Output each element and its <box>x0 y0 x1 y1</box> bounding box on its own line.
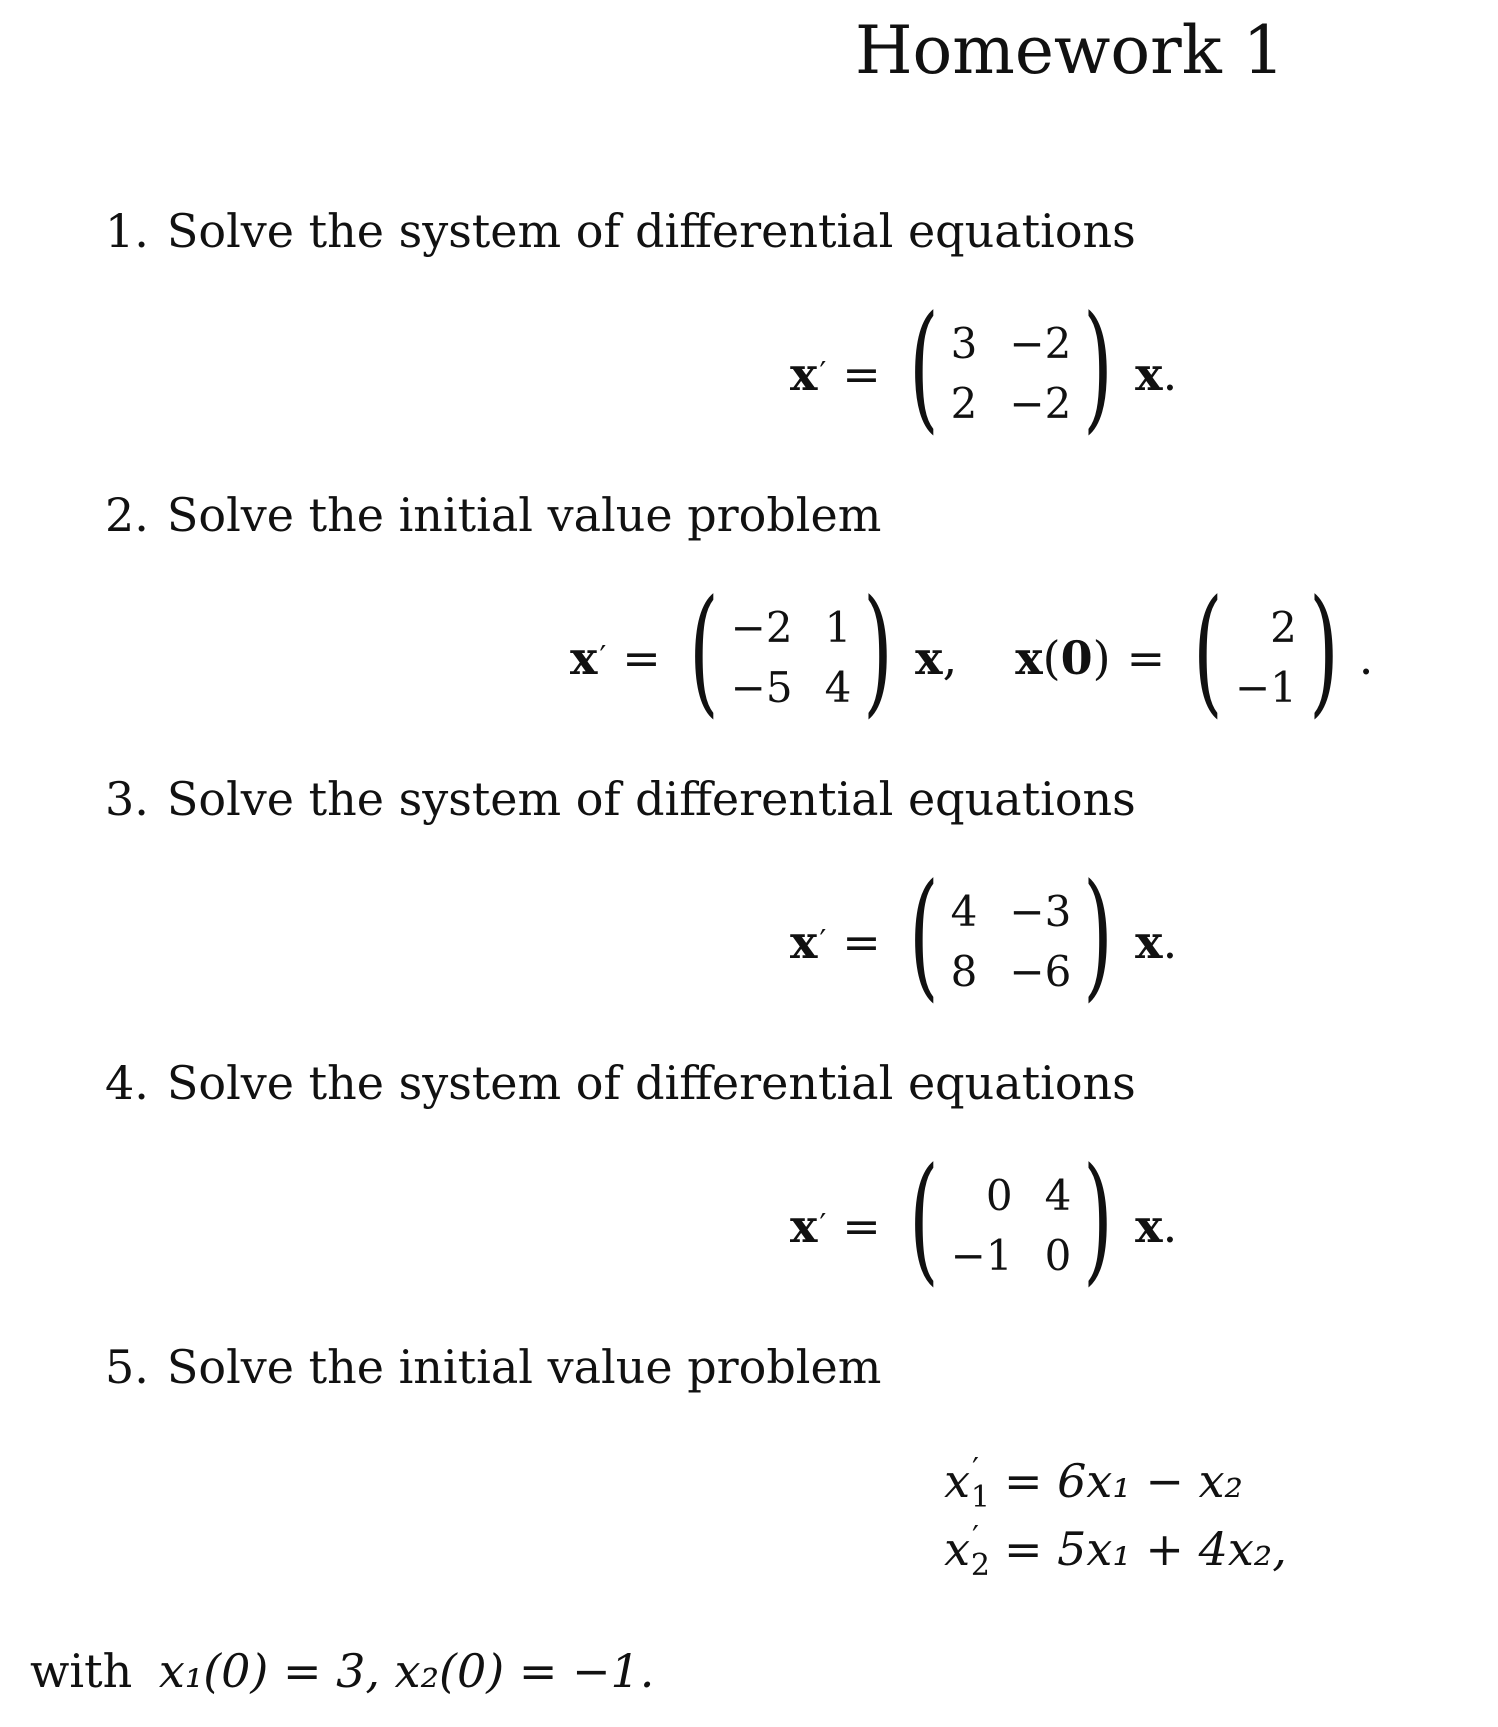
problem-2-lhs: x <box>570 631 598 685</box>
matrix-cell: −3 <box>1009 886 1072 936</box>
system-row-2-prime: ′ <box>972 1520 979 1555</box>
problem-3-punct: . <box>1162 915 1178 969</box>
problem-3-right-paren: ) <box>1083 854 1114 1015</box>
problem-5-conditions <box>30 1644 655 1698</box>
problem-2-initial-lhs: x <box>1015 631 1043 685</box>
matrix-cell: −1 <box>950 1231 1013 1280</box>
system-row-2-var: x <box>944 1522 971 1576</box>
problem-2-statement <box>105 488 882 542</box>
matrix-cell: 1 <box>824 602 852 652</box>
problem-2-vector-right-paren: ) <box>1308 570 1339 731</box>
problem-1-equation <box>790 286 1178 447</box>
matrix-cell: −2 <box>730 602 793 652</box>
problem-4-right-paren: ) <box>1083 1138 1114 1299</box>
problem-2-matrix <box>730 602 852 712</box>
matrix-cell: 4 <box>1044 1170 1072 1220</box>
problem-3-rhs-var: x <box>1135 915 1163 969</box>
system-row-2-sub: 2 <box>970 1548 990 1583</box>
problem-2-left-paren: ( <box>688 570 719 731</box>
problem-4-rhs-var: x <box>1135 1199 1163 1253</box>
problem-1-text: Solve the system of differential equations <box>166 204 1136 258</box>
problem-5-system <box>912 1452 1287 1591</box>
problem-2-text: Solve the initial value problem <box>166 488 882 542</box>
vector-cell: −1 <box>1234 663 1297 712</box>
problem-3-left-paren: ( <box>908 854 939 1015</box>
problem-2-equation <box>570 570 1374 731</box>
problem-2-right-paren: ) <box>863 570 894 731</box>
problem-1-lhs: x <box>790 347 818 401</box>
system-row-2 <box>912 1520 1287 1591</box>
matrix-cell: 4 <box>950 886 978 936</box>
problem-4-statement <box>105 1056 1136 1110</box>
matrix-cell: −5 <box>730 663 793 712</box>
problem-5-text: Solve the initial value problem <box>166 1340 882 1394</box>
problem-1-right-paren: ) <box>1083 286 1114 447</box>
problem-4-equation <box>790 1138 1178 1299</box>
problem-3-equals: = <box>842 915 881 969</box>
problem-1-number: 1. <box>105 204 149 258</box>
matrix-cell: −6 <box>1009 947 1072 996</box>
problem-3-statement <box>105 772 1136 826</box>
problem-2-prime: ′ <box>599 640 607 675</box>
problem-2-punct: , <box>942 631 958 685</box>
problem-1-equals: = <box>842 347 881 401</box>
problem-3-text: Solve the system of differential equations <box>166 772 1136 826</box>
problem-4-text: Solve the system of differential equations <box>166 1056 1136 1110</box>
problem-2-vector-left-paren: ( <box>1193 570 1223 731</box>
vector-cell: 2 <box>1270 602 1297 652</box>
matrix-cell: −2 <box>1009 379 1072 428</box>
system-row-1-sub: 1 <box>970 1480 990 1515</box>
problem-4-equals: = <box>842 1199 881 1253</box>
problem-4-matrix <box>950 1170 1072 1280</box>
problem-2-initial-arg: 0 <box>1060 631 1093 685</box>
problem-4-number: 4. <box>105 1056 149 1110</box>
problem-3-matrix <box>950 886 1072 996</box>
with-word: with <box>30 1644 133 1698</box>
initial-conditions: x₁(0) = 3, x₂(0) = −1. <box>158 1644 655 1698</box>
matrix-cell: 0 <box>985 1170 1013 1220</box>
problem-3-equation <box>790 854 1178 1015</box>
problem-2-initial-punct: . <box>1358 631 1374 685</box>
problem-2-number: 2. <box>105 488 149 542</box>
problem-2-initial-equals: = <box>1126 631 1166 685</box>
problem-3-number: 3. <box>105 772 149 826</box>
problem-2-initial-close: ) <box>1092 631 1111 685</box>
matrix-cell: 4 <box>824 663 852 712</box>
problem-4-prime: ′ <box>819 1208 827 1243</box>
problem-2-initial-vector <box>1234 602 1297 712</box>
matrix-cell: 8 <box>950 947 978 996</box>
problem-3-lhs: x <box>790 915 818 969</box>
system-row-1-prime: ′ <box>972 1452 979 1487</box>
problem-5-number: 5. <box>105 1340 149 1394</box>
problem-2-rhs-var: x <box>915 631 943 685</box>
matrix-cell: −2 <box>1009 318 1072 368</box>
system-row-1 <box>912 1452 1287 1523</box>
system-row-1-rhs: = 6x₁ − x₂ <box>1004 1454 1243 1508</box>
page-title: Homework 1 <box>855 12 1285 89</box>
problem-2-initial-open: ( <box>1042 631 1061 685</box>
problem-5-statement <box>105 1340 882 1394</box>
system-row-2-rhs: = 5x₁ + 4x₂, <box>1004 1522 1287 1576</box>
problem-1-matrix <box>950 318 1072 428</box>
problem-2-equals: = <box>622 631 661 685</box>
problem-1-left-paren: ( <box>908 286 939 447</box>
system-row-1-var: x <box>944 1454 971 1508</box>
problem-4-left-paren: ( <box>908 1138 939 1299</box>
problem-4-lhs: x <box>790 1199 818 1253</box>
problem-4-punct: . <box>1162 1199 1178 1253</box>
matrix-cell: 2 <box>950 379 978 428</box>
problem-1-statement <box>105 204 1136 258</box>
problem-1-rhs-var: x <box>1135 347 1163 401</box>
matrix-cell: 0 <box>1044 1231 1072 1280</box>
problem-1-prime: ′ <box>819 356 827 391</box>
matrix-cell: 3 <box>950 318 978 368</box>
problem-3-prime: ′ <box>819 924 827 959</box>
problem-1-punct: . <box>1162 347 1178 401</box>
